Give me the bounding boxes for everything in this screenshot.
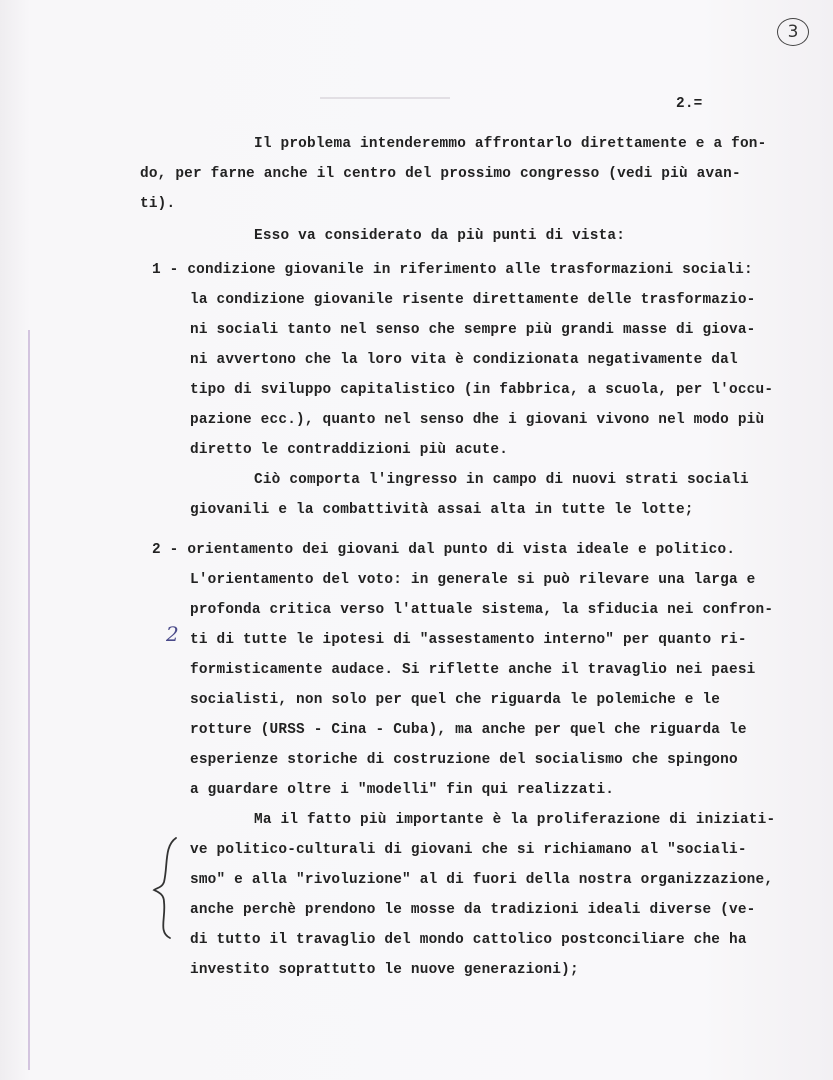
text-line: anche perchè prendono le mosse da tradizioni ideali diverse (ve-	[190, 902, 756, 918]
text-line: diretto le contraddizioni più acute.	[190, 442, 509, 458]
text-line: tipo di sviluppo capitalistico (in fabbrica, a scuola, per l'occu-	[190, 382, 774, 398]
text-line: smo" e alla "rivoluzione" al di fuori della nostra organizzazione,	[190, 872, 774, 888]
text-line: di tutto il travaglio del mondo cattolico postconciliare che ha	[190, 932, 747, 948]
text-line: L'orientamento del voto: in generale si può rilevare una larga e	[190, 572, 756, 588]
text-line: ti di tutte le ipotesi di "assestamento interno" per quanto ri-	[190, 632, 747, 648]
circled-page-mark: 3	[777, 18, 809, 46]
text-line: pazione ecc.), quanto nel senso dhe i giovani vivono nel modo più	[190, 412, 765, 428]
text-line: giovanili e la combattività assai alta in tutte le lotte;	[190, 502, 694, 518]
list-item-heading: 1 - condizione giovanile in riferimento alle trasformazioni sociali:	[152, 262, 753, 278]
text-line: rotture (URSS - Cina - Cuba), ma anche per quel che riguarda le	[190, 722, 747, 738]
text-line: ni sociali tanto nel senso che sempre più grandi masse di giova-	[190, 322, 756, 338]
text-line: ti).	[140, 196, 176, 212]
text-line: ve politico-culturali di giovani che si richiamano al "sociali-	[190, 842, 747, 858]
text-line: esperienze storiche di costruzione del socialismo che spingono	[190, 752, 738, 768]
text-line: Il problema intenderemmo affrontarlo direttamente e a fon-	[254, 136, 767, 152]
handwritten-brace-icon	[150, 836, 180, 940]
handwritten-margin-note: 2	[166, 622, 179, 646]
text-line: Ma il fatto più importante è la proliferazione di iniziati-	[254, 812, 776, 828]
text-line: formisticamente audace. Si riflette anche il travaglio nei paesi	[190, 662, 756, 678]
text-line: Esso va considerato da più punti di vista:	[254, 228, 626, 244]
text-line: profonda critica verso l'attuale sistema, la sfiducia nei confron-	[190, 602, 774, 618]
text-line: Ciò comporta l'ingresso in campo di nuovi strati sociali	[254, 472, 749, 488]
text-line: socialisti, non solo per quel che riguarda le polemiche e le	[190, 692, 721, 708]
text-line: a guardare oltre i "modelli" fin qui realizzati.	[190, 782, 615, 798]
bleed-through-mark	[320, 97, 450, 99]
text-line: la condizione giovanile risente direttamente delle trasformazio-	[190, 292, 756, 308]
list-item-heading: 2 - orientamento dei giovani dal punto di vista ideale e politico.	[152, 542, 736, 558]
text-line: ni avvertono che la loro vita è condizionata negativamente dal	[190, 352, 738, 368]
text-line: do, per farne anche il centro del prossimo congresso (vedi più avan-	[140, 166, 741, 182]
text-line: investito soprattutto le nuove generazioni);	[190, 962, 579, 978]
left-margin-line	[28, 330, 30, 1070]
page-number: 2.=	[676, 96, 703, 112]
